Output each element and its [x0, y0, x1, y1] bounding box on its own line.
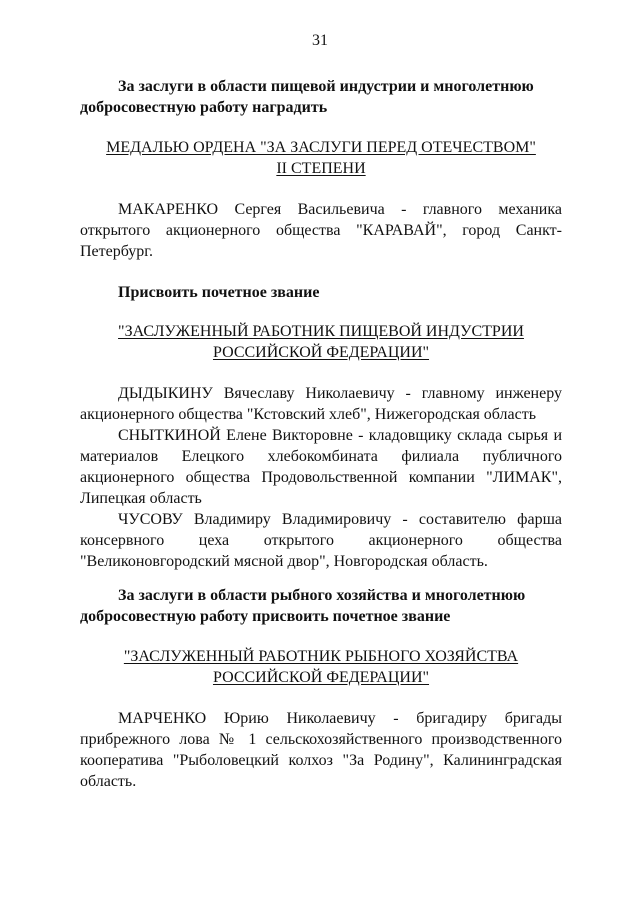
intro-line: добросовестную работу присвоить почетное звание	[80, 608, 451, 625]
intro-line: За заслуги в области пищевой индустрии и многолетнюю	[118, 78, 534, 95]
section-2-intro	[80, 282, 562, 303]
section-1-intro	[80, 76, 562, 118]
award-line: РОССИЙСКОЙ ФЕДЕРАЦИИ"	[212, 344, 430, 361]
award-line: "ЗАСЛУЖЕННЫЙ РАБОТНИК РЫБНОГО ХОЗЯЙСТВА	[123, 648, 519, 665]
section-1-award-title	[80, 137, 562, 179]
person-entry: СНЫТКИНОЙ Елене Викторовне - кладовщику склада сырья и материалов Елецкого хлебокомбината филиала публичного акционерного общества Продовольственной компании "ЛИМАК", Липецкая область	[80, 427, 562, 507]
section-1-person-1: МАКАРЕНКО Сергея Васильевича - главного механика открытого акционерного общества "КАРАВАЙ", город Санкт-Петербург.	[80, 201, 562, 260]
section-2-persons	[80, 383, 562, 572]
award-line: II СТЕПЕНИ	[276, 160, 366, 177]
section-3-award-title	[80, 646, 562, 688]
person-entry: ЧУСОВУ Владимиру Владимировичу - составителю фарша консервного цеха открытого акционерного общества "Великоновгородский мясной двор", Новгородская область.	[80, 511, 562, 570]
intro-line: За заслуги в области рыбного хозяйства и многолетнюю	[118, 587, 526, 604]
intro-line: добросовестную работу наградить	[80, 99, 328, 116]
person-entry: ДЫДЫКИНУ Вячеславу Николаевичу - главному инженеру акционерного общества "Кстовский хлеб", Нижегородская область	[80, 385, 562, 423]
award-line: МЕДАЛЬЮ ОРДЕНА "ЗА ЗАСЛУГИ ПЕРЕД ОТЕЧЕСТВОМ"	[106, 139, 536, 156]
award-line: "ЗАСЛУЖЕННЫЙ РАБОТНИК ПИЩЕВОЙ ИНДУСТРИИ	[118, 323, 524, 340]
section-2-award-title	[80, 321, 562, 363]
section-3-person-1: МАРЧЕНКО Юрию Николаевичу - бригадиру бригады прибрежного лова № 1 сельскохозяйственного производственного кооператива "Рыболовецкий колхоз "За Родину", Калининградская область.	[80, 710, 562, 790]
award-line: РОССИЙСКОЙ ФЕДЕРАЦИИ"	[212, 669, 430, 686]
intro-line: Присвоить почетное звание	[118, 284, 320, 301]
section-3-intro	[80, 585, 562, 627]
page-number: 31	[312, 32, 328, 49]
